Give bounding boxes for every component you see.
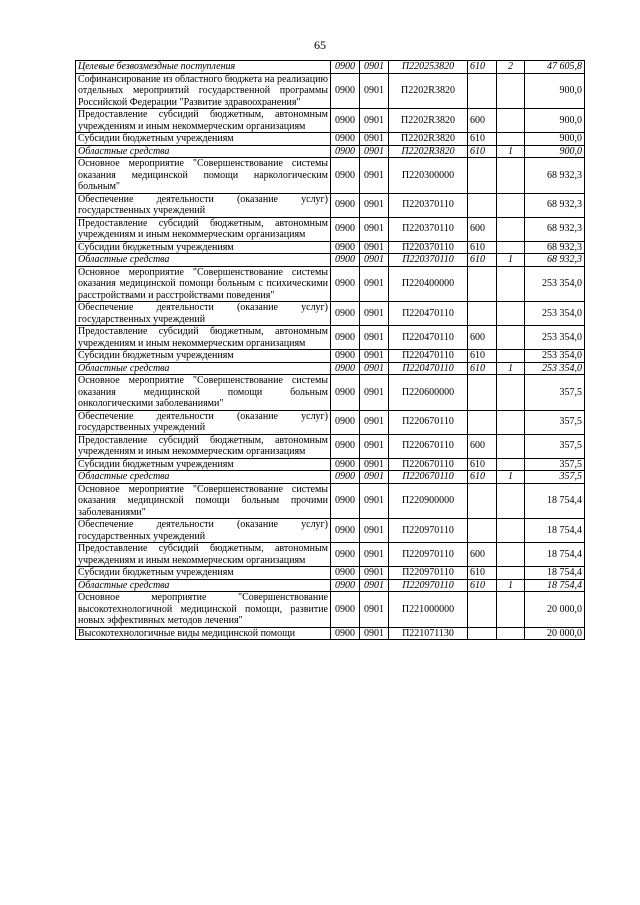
row-expense-type-cell: 610 xyxy=(468,254,497,267)
row-sum-cell: 18 754,4 xyxy=(525,519,585,543)
row-name-cell: Обеспечение деятельности (оказание услуг) государственных учреждений xyxy=(76,519,331,543)
row-target-code-cell: П2202R3820 xyxy=(389,73,468,109)
row-section-cell: 0901 xyxy=(360,241,389,254)
row-ved-cell: 0900 xyxy=(331,241,360,254)
row-ved-cell: 0900 xyxy=(331,579,360,592)
row-section-cell: 0901 xyxy=(360,410,389,434)
row-sum-cell: 18 754,4 xyxy=(525,483,585,519)
row-name-cell: Основное мероприятие "Совершенствование системы оказания медицинской помощи больным прочими заболеваниями" xyxy=(76,483,331,519)
table-row xyxy=(76,471,585,484)
row-ved-cell: 0900 xyxy=(331,543,360,567)
row-expense-type-cell xyxy=(468,592,497,628)
row-section-cell: 0901 xyxy=(360,543,389,567)
row-sum-cell: 253 354,0 xyxy=(525,362,585,375)
row-sum-cell: 900,0 xyxy=(525,145,585,158)
row-source-cell xyxy=(497,350,525,363)
row-target-code-cell: П220600000 xyxy=(389,375,468,411)
row-source-cell: 1 xyxy=(497,471,525,484)
row-sum-cell: 357,5 xyxy=(525,458,585,471)
row-sum-cell: 68 932,3 xyxy=(525,158,585,194)
row-expense-type-cell xyxy=(468,519,497,543)
table-row xyxy=(76,61,585,74)
row-expense-type-cell xyxy=(468,73,497,109)
row-expense-type-cell: 610 xyxy=(468,61,497,74)
row-sum-cell: 357,5 xyxy=(525,471,585,484)
row-section-cell: 0901 xyxy=(360,458,389,471)
table-row xyxy=(76,193,585,217)
row-section-cell: 0901 xyxy=(360,362,389,375)
row-expense-type-cell: 610 xyxy=(468,241,497,254)
row-section-cell: 0901 xyxy=(360,326,389,350)
table-row xyxy=(76,567,585,580)
row-sum-cell: 900,0 xyxy=(525,73,585,109)
row-source-cell xyxy=(497,326,525,350)
row-expense-type-cell xyxy=(468,375,497,411)
row-name-cell: Основное мероприятие "Совершенствование системы оказания медицинской помощи наркологическим больным" xyxy=(76,158,331,194)
row-ved-cell: 0900 xyxy=(331,145,360,158)
row-section-cell: 0901 xyxy=(360,133,389,146)
row-ved-cell: 0900 xyxy=(331,109,360,133)
row-source-cell xyxy=(497,217,525,241)
row-name-cell: Областные средства xyxy=(76,145,331,158)
table-row xyxy=(76,254,585,267)
row-sum-cell: 68 932,3 xyxy=(525,254,585,267)
row-expense-type-cell xyxy=(468,410,497,434)
row-expense-type-cell: 610 xyxy=(468,133,497,146)
row-target-code-cell: П220670110 xyxy=(389,410,468,434)
row-name-cell: Субсидии бюджетным учреждениям xyxy=(76,133,331,146)
row-section-cell: 0901 xyxy=(360,109,389,133)
row-sum-cell: 18 754,4 xyxy=(525,579,585,592)
row-ved-cell: 0900 xyxy=(331,362,360,375)
row-section-cell: 0901 xyxy=(360,158,389,194)
row-ved-cell: 0900 xyxy=(331,627,360,640)
row-source-cell xyxy=(497,158,525,194)
row-source-cell xyxy=(497,193,525,217)
row-target-code-cell: П220370110 xyxy=(389,217,468,241)
row-name-cell: Субсидии бюджетным учреждениям xyxy=(76,567,331,580)
row-sum-cell: 47 605,8 xyxy=(525,61,585,74)
row-sum-cell: 253 354,0 xyxy=(525,350,585,363)
row-sum-cell: 900,0 xyxy=(525,109,585,133)
row-target-code-cell: П220670110 xyxy=(389,471,468,484)
row-target-code-cell: П2202R3820 xyxy=(389,145,468,158)
row-source-cell: 1 xyxy=(497,145,525,158)
row-sum-cell: 18 754,4 xyxy=(525,543,585,567)
row-ved-cell: 0900 xyxy=(331,266,360,302)
row-name-cell: Субсидии бюджетным учреждениям xyxy=(76,241,331,254)
row-expense-type-cell: 600 xyxy=(468,543,497,567)
row-sum-cell: 357,5 xyxy=(525,410,585,434)
row-ved-cell: 0900 xyxy=(331,217,360,241)
row-target-code-cell: П220370110 xyxy=(389,193,468,217)
table-row xyxy=(76,410,585,434)
row-source-cell: 2 xyxy=(497,61,525,74)
row-expense-type-cell: 610 xyxy=(468,362,497,375)
table-row xyxy=(76,627,585,640)
row-source-cell xyxy=(497,543,525,567)
table-row xyxy=(76,326,585,350)
row-section-cell: 0901 xyxy=(360,302,389,326)
table-row xyxy=(76,543,585,567)
row-source-cell xyxy=(497,567,525,580)
row-target-code-cell: П220370110 xyxy=(389,254,468,267)
row-section-cell: 0901 xyxy=(360,471,389,484)
row-expense-type-cell: 610 xyxy=(468,145,497,158)
row-expense-type-cell: 610 xyxy=(468,471,497,484)
table-row xyxy=(76,519,585,543)
row-source-cell: 1 xyxy=(497,579,525,592)
row-target-code-cell: П220253820 xyxy=(389,61,468,74)
row-source-cell xyxy=(497,109,525,133)
row-name-cell: Областные средства xyxy=(76,254,331,267)
row-sum-cell: 68 932,3 xyxy=(525,217,585,241)
row-target-code-cell: П220400000 xyxy=(389,266,468,302)
row-source-cell xyxy=(497,627,525,640)
row-ved-cell: 0900 xyxy=(331,193,360,217)
row-expense-type-cell xyxy=(468,158,497,194)
row-target-code-cell: П220670110 xyxy=(389,434,468,458)
row-section-cell: 0901 xyxy=(360,193,389,217)
row-ved-cell: 0900 xyxy=(331,592,360,628)
row-sum-cell: 357,5 xyxy=(525,434,585,458)
row-source-cell xyxy=(497,241,525,254)
row-section-cell: 0901 xyxy=(360,592,389,628)
row-ved-cell: 0900 xyxy=(331,61,360,74)
row-expense-type-cell xyxy=(468,627,497,640)
row-sum-cell: 18 754,4 xyxy=(525,567,585,580)
row-section-cell: 0901 xyxy=(360,567,389,580)
row-target-code-cell: П220670110 xyxy=(389,458,468,471)
table-row xyxy=(76,434,585,458)
row-ved-cell: 0900 xyxy=(331,410,360,434)
row-ved-cell: 0900 xyxy=(331,350,360,363)
row-sum-cell: 357,5 xyxy=(525,375,585,411)
row-target-code-cell: П220470110 xyxy=(389,326,468,350)
row-expense-type-cell: 600 xyxy=(468,326,497,350)
row-section-cell: 0901 xyxy=(360,375,389,411)
row-expense-type-cell: 610 xyxy=(468,579,497,592)
table-row xyxy=(76,458,585,471)
row-source-cell xyxy=(497,73,525,109)
row-name-cell: Предоставление субсидий бюджетным, автономным учреждениям и иным некоммерческим организациям xyxy=(76,434,331,458)
row-target-code-cell: П2202R3820 xyxy=(389,133,468,146)
row-name-cell: Основное мероприятие "Совершенствование системы оказания медицинской помощи больным онкологическими заболеваниями" xyxy=(76,375,331,411)
row-sum-cell: 253 354,0 xyxy=(525,326,585,350)
row-section-cell: 0901 xyxy=(360,579,389,592)
row-name-cell: Основное мероприятие "Совершенствование системы оказания медицинской помощи больным с психическими расстройствами и расстройствами поведения" xyxy=(76,266,331,302)
row-source-cell xyxy=(497,266,525,302)
row-name-cell: Предоставление субсидий бюджетным, автономным учреждениям и иным некоммерческим организациям xyxy=(76,217,331,241)
row-expense-type-cell xyxy=(468,302,497,326)
row-ved-cell: 0900 xyxy=(331,73,360,109)
row-source-cell xyxy=(497,410,525,434)
row-sum-cell: 20 000,0 xyxy=(525,592,585,628)
table-row xyxy=(76,158,585,194)
row-source-cell xyxy=(497,434,525,458)
row-target-code-cell: П220900000 xyxy=(389,483,468,519)
row-source-cell: 1 xyxy=(497,254,525,267)
row-section-cell: 0901 xyxy=(360,145,389,158)
row-expense-type-cell: 600 xyxy=(468,434,497,458)
row-source-cell xyxy=(497,302,525,326)
row-expense-type-cell: 600 xyxy=(468,217,497,241)
row-name-cell: Предоставление субсидий бюджетным, автономным учреждениям и иным некоммерческим организациям xyxy=(76,326,331,350)
row-ved-cell: 0900 xyxy=(331,133,360,146)
row-name-cell: Высокотехнологичные виды медицинской помощи xyxy=(76,627,331,640)
row-name-cell: Предоставление субсидий бюджетным, автономным учреждениям и иным некоммерческим организациям xyxy=(76,109,331,133)
row-target-code-cell: П220470110 xyxy=(389,350,468,363)
table-row xyxy=(76,579,585,592)
row-name-cell: Обеспечение деятельности (оказание услуг) государственных учреждений xyxy=(76,410,331,434)
row-source-cell xyxy=(497,483,525,519)
row-section-cell: 0901 xyxy=(360,434,389,458)
row-ved-cell: 0900 xyxy=(331,434,360,458)
table-row xyxy=(76,483,585,519)
row-expense-type-cell xyxy=(468,193,497,217)
row-target-code-cell: П220470110 xyxy=(389,362,468,375)
table-row xyxy=(76,375,585,411)
row-ved-cell: 0900 xyxy=(331,483,360,519)
row-ved-cell: 0900 xyxy=(331,458,360,471)
row-section-cell: 0901 xyxy=(360,266,389,302)
row-expense-type-cell: 600 xyxy=(468,109,497,133)
budget-table xyxy=(75,60,585,640)
row-section-cell: 0901 xyxy=(360,627,389,640)
row-sum-cell: 900,0 xyxy=(525,133,585,146)
row-name-cell: Субсидии бюджетным учреждениям xyxy=(76,458,331,471)
row-ved-cell: 0900 xyxy=(331,519,360,543)
row-sum-cell: 20 000,0 xyxy=(525,627,585,640)
row-ved-cell: 0900 xyxy=(331,158,360,194)
row-source-cell xyxy=(497,592,525,628)
row-target-code-cell: П220970110 xyxy=(389,543,468,567)
row-section-cell: 0901 xyxy=(360,217,389,241)
table-row xyxy=(76,362,585,375)
table-row xyxy=(76,145,585,158)
row-source-cell xyxy=(497,133,525,146)
row-sum-cell: 253 354,0 xyxy=(525,302,585,326)
row-name-cell: Субсидии бюджетным учреждениям xyxy=(76,350,331,363)
row-target-code-cell: П220470110 xyxy=(389,302,468,326)
row-section-cell: 0901 xyxy=(360,483,389,519)
row-name-cell: Обеспечение деятельности (оказание услуг) государственных учреждений xyxy=(76,302,331,326)
row-name-cell: Предоставление субсидий бюджетным, автономным учреждениям и иным некоммерческим организациям xyxy=(76,543,331,567)
row-name-cell: Основное мероприятие "Совершенствование высокотехнологичной медицинской помощи, развитие новых эффективных методов лечения" xyxy=(76,592,331,628)
table-row xyxy=(76,350,585,363)
row-ved-cell: 0900 xyxy=(331,567,360,580)
row-section-cell: 0901 xyxy=(360,254,389,267)
row-target-code-cell: П220300000 xyxy=(389,158,468,194)
table-row xyxy=(76,241,585,254)
table-row xyxy=(76,133,585,146)
row-source-cell: 1 xyxy=(497,362,525,375)
row-name-cell: Обеспечение деятельности (оказание услуг) государственных учреждений xyxy=(76,193,331,217)
row-target-code-cell: П220970110 xyxy=(389,519,468,543)
row-ved-cell: 0900 xyxy=(331,254,360,267)
row-name-cell: Софинансирование из областного бюджета на реализацию отдельных мероприятий государственной программы Российской Федерации "Развитие здравоохранения" xyxy=(76,73,331,109)
row-section-cell: 0901 xyxy=(360,61,389,74)
row-expense-type-cell xyxy=(468,483,497,519)
row-ved-cell: 0900 xyxy=(331,471,360,484)
row-target-code-cell: П220970110 xyxy=(389,567,468,580)
table-row xyxy=(76,109,585,133)
row-ved-cell: 0900 xyxy=(331,326,360,350)
table-row xyxy=(76,302,585,326)
row-target-code-cell: П221071130 xyxy=(389,627,468,640)
row-section-cell: 0901 xyxy=(360,519,389,543)
row-expense-type-cell: 610 xyxy=(468,350,497,363)
row-section-cell: 0901 xyxy=(360,350,389,363)
row-source-cell xyxy=(497,375,525,411)
table-row xyxy=(76,592,585,628)
row-ved-cell: 0900 xyxy=(331,302,360,326)
table-row xyxy=(76,266,585,302)
row-expense-type-cell: 610 xyxy=(468,567,497,580)
row-source-cell xyxy=(497,458,525,471)
table-row xyxy=(76,73,585,109)
row-ved-cell: 0900 xyxy=(331,375,360,411)
row-source-cell xyxy=(497,519,525,543)
row-target-code-cell: П220970110 xyxy=(389,579,468,592)
row-target-code-cell: П221000000 xyxy=(389,592,468,628)
page-number: 65 xyxy=(314,38,326,52)
row-target-code-cell: П2202R3820 xyxy=(389,109,468,133)
row-target-code-cell: П220370110 xyxy=(389,241,468,254)
row-expense-type-cell: 610 xyxy=(468,458,497,471)
row-section-cell: 0901 xyxy=(360,73,389,109)
row-name-cell: Областные средства xyxy=(76,579,331,592)
row-expense-type-cell xyxy=(468,266,497,302)
row-name-cell: Областные средства xyxy=(76,471,331,484)
row-name-cell: Целевые безвозмездные поступления xyxy=(76,61,331,74)
table-row xyxy=(76,217,585,241)
row-name-cell: Областные средства xyxy=(76,362,331,375)
row-sum-cell: 68 932,3 xyxy=(525,241,585,254)
row-sum-cell: 68 932,3 xyxy=(525,193,585,217)
row-sum-cell: 253 354,0 xyxy=(525,266,585,302)
